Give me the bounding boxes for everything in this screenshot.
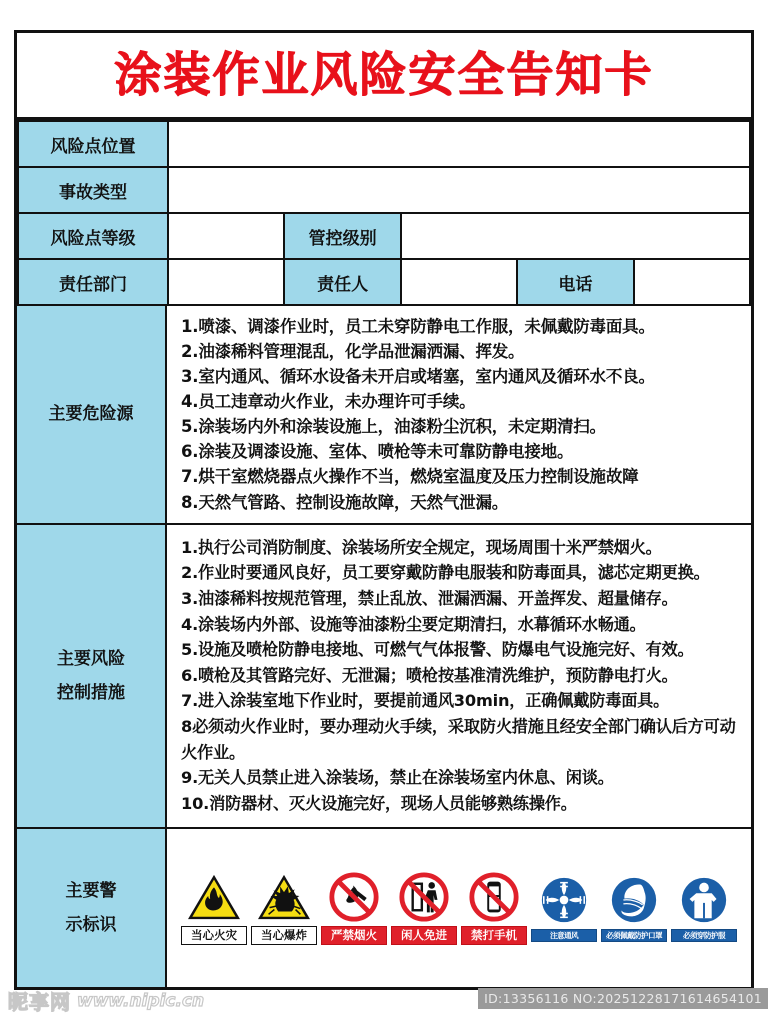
label-main-hazards-text: 主要危险源 [48, 404, 134, 425]
page-title: 涂装作业风险安全告知卡 [114, 47, 654, 103]
label-warning-signs-line1: 主要警 [65, 880, 117, 901]
list-item: 8必须动火作业时，要办理动火手续，采取防火措施且经安全部门确认后方可动火作业。 [181, 717, 736, 762]
value-responsible-person[interactable] [401, 259, 517, 305]
sign-caption: 闲人免进 [391, 926, 457, 944]
table-row-department [18, 259, 750, 305]
list-item: 1.喷漆、调漆作业时，员工未穿防静电工作服，未佩戴防毒面具。 [181, 317, 655, 336]
sign-caption: 注意通风 [531, 929, 597, 942]
sign-no-open-flame [321, 871, 387, 944]
no-mobile-phone-icon [465, 871, 523, 923]
label-risk-level: 风险点等级 [18, 213, 168, 259]
list-item: 6.喷枪及其管路完好、无泄漏；喷枪按基准清洗维护，预防静电打火。 [181, 665, 678, 685]
label-control-measures-line1: 主要风险 [57, 648, 125, 669]
value-department[interactable] [168, 259, 284, 305]
warning-explosion-icon [255, 871, 313, 923]
section-warning-signs [17, 829, 751, 987]
sign-no-entry [391, 871, 457, 944]
list-item: 6.涂装及调漆设施、室体、喷枪等未可靠防静电接地。 [181, 442, 574, 462]
warning-signs-body [167, 829, 751, 987]
sign-warning-fire [181, 871, 247, 944]
sign-caption: 当心爆炸 [251, 926, 317, 944]
label-risk-location: 风险点位置 [18, 121, 168, 167]
label-control-measures [17, 525, 167, 827]
list-item: 7.烘干室燃烧器点火操作不当，燃烧室温度及压力控制设施故障 [181, 467, 639, 487]
sign-caption: 必须佩戴防护口罩 [601, 929, 667, 942]
wear-respirator-mask-icon [605, 874, 663, 926]
list-item: 9.无关人员禁止进入涂装场，禁止在涂装场室内休息、闲谈。 [181, 768, 614, 788]
label-warning-signs [17, 829, 167, 987]
table-row-risk-level [18, 213, 750, 259]
site-watermark [8, 986, 204, 1015]
label-warning-signs-line2: 示标识 [65, 914, 117, 935]
main-hazards-list [167, 306, 751, 523]
list-item: 3.油漆稀料按规范管理，禁止乱放、泄漏洒漏、开盖挥发、超量储存。 [181, 589, 678, 609]
list-item: 4.涂装场内外部、设施等油漆粉尘要定期清扫，水幕循环水畅通。 [181, 614, 646, 634]
sign-no-mobile-phone [461, 871, 527, 944]
sign-caption: 严禁烟火 [321, 926, 387, 944]
label-accident-type: 事故类型 [18, 167, 168, 213]
warning-signs-strip [167, 829, 751, 987]
watermark-id: ID:13356116 NO:20251228171614654101 [478, 988, 768, 1009]
label-responsible-person: 责任人 [284, 259, 400, 305]
wear-protective-clothing-icon [675, 874, 733, 926]
list-item: 3.室内通风、循环水设备未开启或堵塞，室内通风及循环水不良。 [181, 367, 655, 387]
list-item: 1.执行公司消防制度、涂装场所安全规定，现场周围十米严禁烟火。 [181, 537, 662, 557]
section-control-measures [17, 525, 751, 829]
sign-caption: 必须穿防护服 [671, 929, 737, 942]
label-phone: 电话 [517, 259, 633, 305]
sign-wear-mask [601, 874, 667, 942]
section-main-hazards [17, 306, 751, 525]
list-item: 5.涂装场内外和涂装设施上，油漆粉尘沉积，未定期清扫。 [181, 417, 606, 437]
table-row-risk-location [18, 121, 750, 167]
safety-notice-card [14, 30, 754, 990]
watermark-url: www.nipic.cn [77, 990, 205, 1011]
value-accident-type[interactable] [168, 167, 750, 213]
watermark-logo: 昵享网 [8, 990, 71, 1014]
list-item: 8.天然气管路、控制设施故障，天然气泄漏。 [181, 492, 509, 512]
table-row-accident-type [18, 167, 750, 213]
list-item: 2.作业时要通风良好，员工要穿戴防静电服装和防毒面具，滤芯定期更换。 [181, 563, 710, 583]
label-control-measures-line2: 控制措施 [57, 682, 125, 703]
value-risk-location[interactable] [168, 121, 750, 167]
list-item: 4.员工违章动火作业，未办理许可手续。 [181, 392, 476, 412]
list-item: 7.进入涂装室地下作业时，要提前通风30min，正确佩戴防毒面具。 [181, 691, 670, 711]
info-table [17, 120, 751, 306]
list-item: 10.消防器材、灭火设施完好，现场人员能够熟练操作。 [181, 793, 577, 813]
list-item: 2.油漆稀料管理混乱，化学品泄漏洒漏、挥发。 [181, 342, 525, 362]
value-risk-level[interactable] [168, 213, 284, 259]
sign-ventilation [531, 874, 597, 942]
list-item: 5.设施及喷枪防静电接地、可燃气气体报警、防爆电气设施完好、有效。 [181, 640, 694, 660]
no-open-flame-icon [325, 871, 383, 923]
ventilation-fan-icon [535, 874, 593, 926]
label-main-hazards [17, 306, 167, 523]
value-phone[interactable] [634, 259, 750, 305]
label-control-level: 管控级别 [284, 213, 400, 259]
warning-fire-icon [185, 871, 243, 923]
sign-wear-protective-clothing [671, 874, 737, 942]
card-title-bar [17, 33, 751, 120]
sign-caption: 禁打手机 [461, 926, 527, 944]
sign-warning-explosion [251, 871, 317, 944]
sign-caption: 当心火灾 [181, 926, 247, 944]
no-entry-person-icon [395, 871, 453, 923]
control-measures-list [167, 525, 751, 827]
value-control-level[interactable] [401, 213, 750, 259]
label-department: 责任部门 [18, 259, 168, 305]
